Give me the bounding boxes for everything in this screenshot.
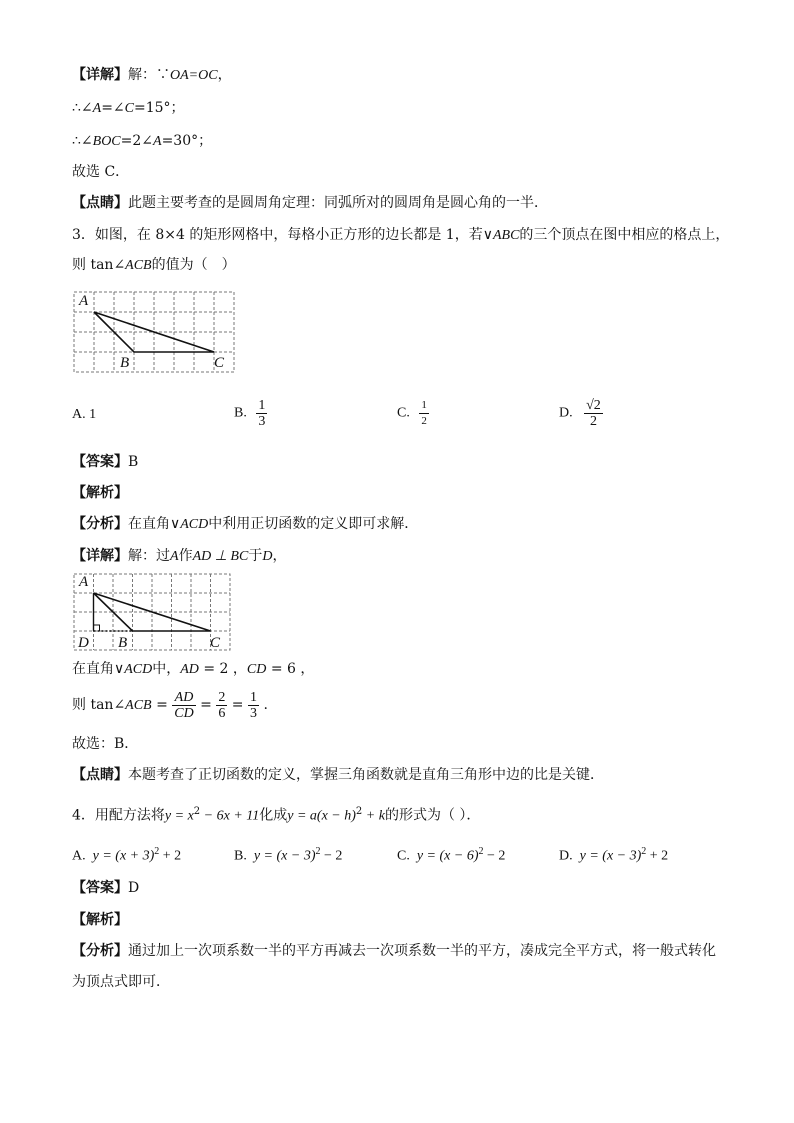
q4-answer: 【答案】D [72,880,140,896]
label-a: A [79,293,89,309]
q3-stem-line-1: 3．如图，在 8×4 的矩形网格中，每格小正方形的边长都是 1，若∨ABC的三个顶点在图中相应的格点上， [72,227,730,243]
label-c: C [214,355,225,371]
q3-point-line: 【点睛】本题考查了正切函数的定义，掌握三角函数就是直角三角形中边的比是关键． [72,767,604,783]
detail-tag: 【详解】 [72,67,128,83]
detail-line-2: ∴∠A=∠C=15°； [72,100,185,116]
q3-option-d: D. $\frac{√2}{2}$ [559,398,601,429]
q3-analysis-tag: 【解析】 [72,485,128,501]
svg-text:A: A [79,574,89,590]
label-b: B [120,355,130,371]
tan-formula-line: 则 tan∠ACB = $\frac{AD}{CD}$ = $\frac{2}{6}$ = $\frac{1}{3}$ . [72,689,268,721]
q4-option-c: C. $y = (x - 6)^2 - 2$ [397,846,506,864]
q4-stem: 4．用配方法将$y = x^2 - 6x + 11$化成$y = a(x - h)^2 + k$的形式为（ ）． [72,806,481,824]
q4-option-d: D. $y = (x - 3)^2 + 2$ [559,846,669,864]
q3-analysis-line: 【分析】在直角∨ACD中利用正切函数的定义即可求解． [72,516,419,532]
q3-option-a: A. 1 [72,407,97,422]
q4-analysis-line-2: 为顶点式即可． [72,974,170,990]
grid-figure-2 [70,570,240,654]
detail-line-1: 【详解】解：∵OA=OC， [72,67,232,83]
detail-line-3: ∴∠BOC=2∠A=30°； [72,133,213,149]
svg-text:D: D [78,635,89,651]
q3-choose-line: 故选：B． [72,736,139,752]
q3-option-b: B. $\frac{1}{3}$ [234,398,266,429]
svg-text:B: B [118,635,128,651]
right-angle-mark [94,625,100,631]
grid-figure-1 [70,288,240,376]
q3-option-c: C. $\frac{1}{2}$ [397,399,427,427]
q4-analysis-line-1: 【分析】通过加上一次项系数一半的平方再减去一次项系数一半的平方，凑成完全平方式，将一般式转化 [72,943,716,959]
point-line: 【点睛】此题主要考查的是圆周角定理：同弧所对的圆周角是圆心角的一半． [72,195,548,211]
q4-option-b: B. $y = (x - 3)^2 - 2$ [234,846,343,864]
q4-analysis-tag: 【解析】 [72,912,128,928]
q3-detail-line: 【详解】解：过A作AD ⊥ BC于D， [72,548,287,564]
svg-text:C: C [210,635,221,651]
choose-line: 故选 C． [72,164,130,180]
q4-option-a: A. $y = (x + 3)^2 + 2$ [72,846,182,864]
right-triangle-line: 在直角∨ACD中，AD = 2 ，CD = 6 ， [72,661,315,677]
q3-stem-line-2: 则 tan∠ACB的值为（ ） [72,257,236,273]
q3-answer: 【答案】B [72,454,139,470]
